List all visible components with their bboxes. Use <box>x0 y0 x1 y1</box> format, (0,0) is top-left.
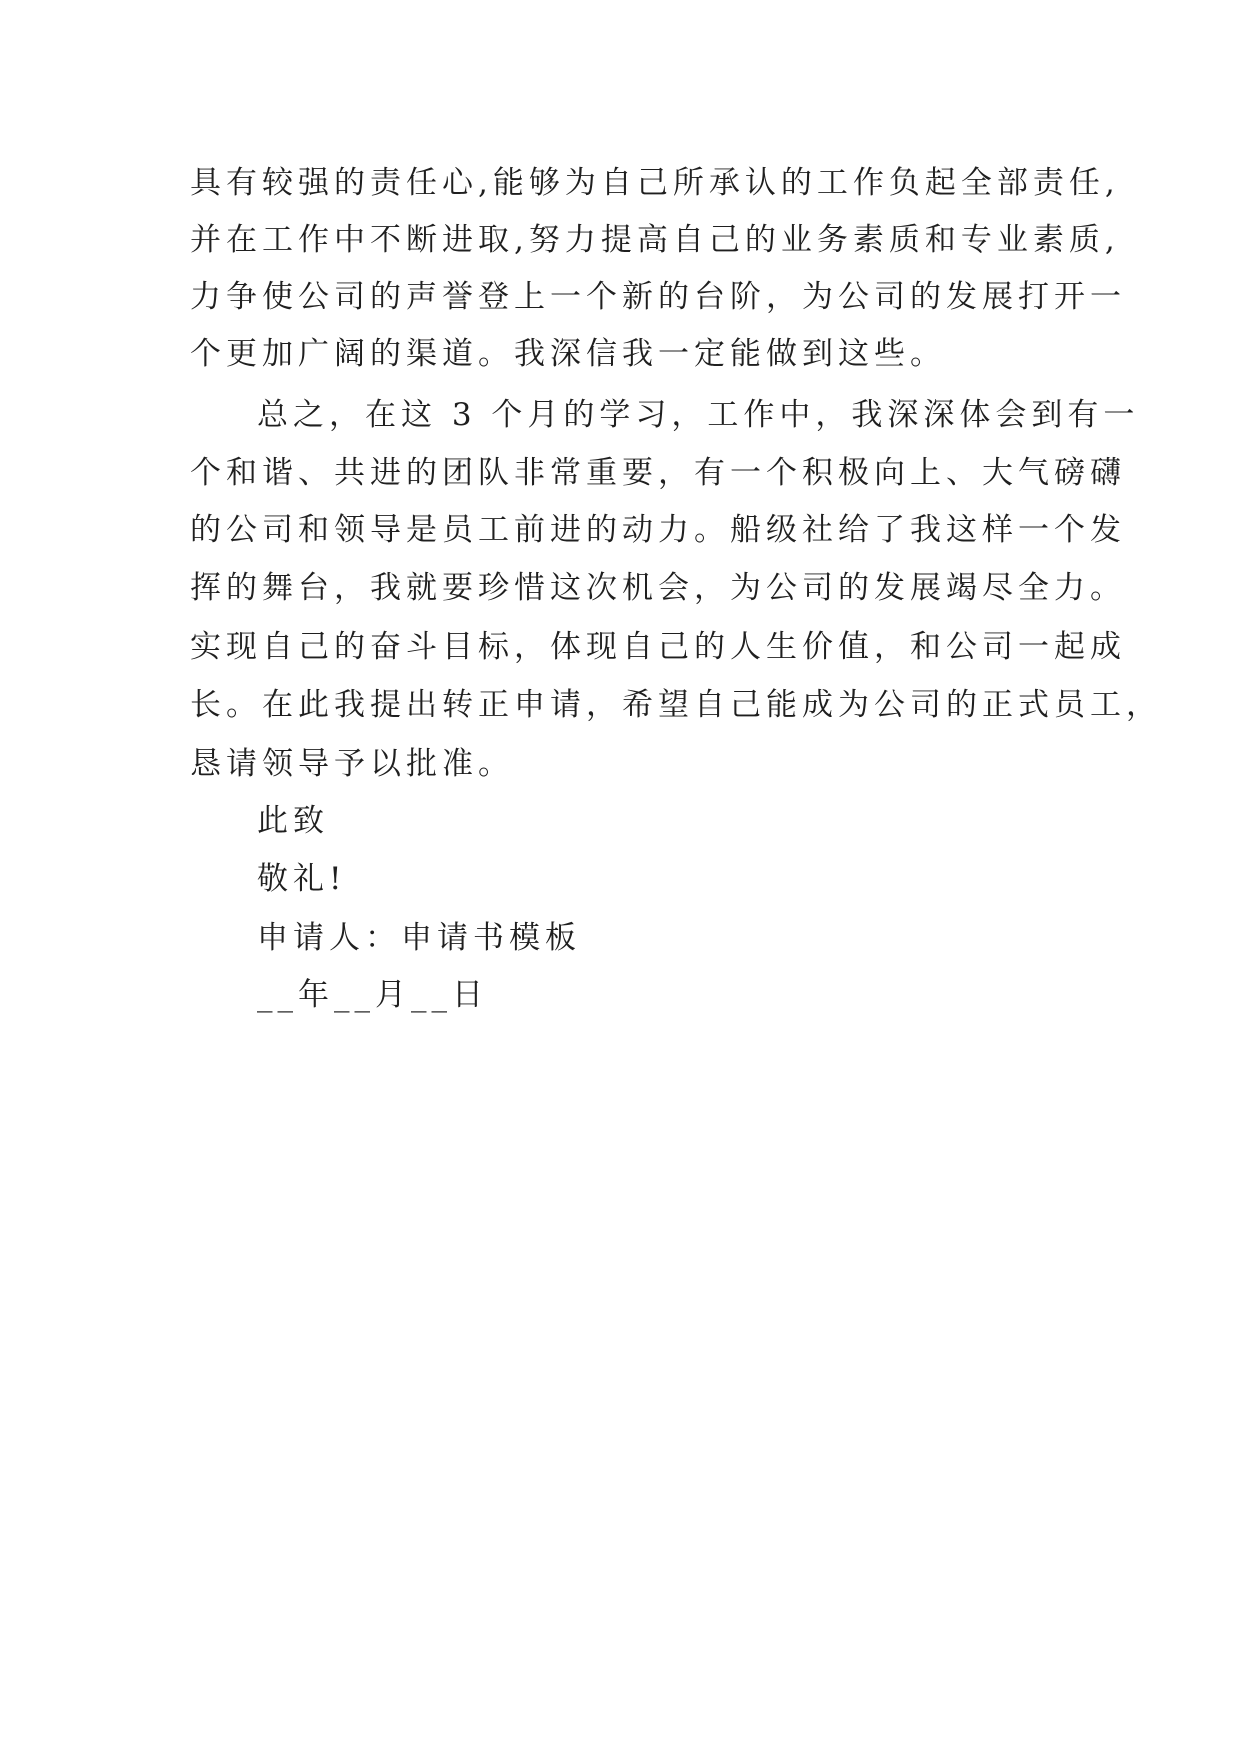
paragraph-1-line-3: 力争使公司的声誉登上一个新的台阶，为公司的发展打开一 <box>190 279 1126 315</box>
paragraph-2-line-6: 长。在此我提出转正申请，希望自己能成为公司的正式员工， <box>190 687 1162 723</box>
paragraph-1-line-2: 并在工作中不断进取,努力提高自己的业务素质和专业素质, <box>190 222 1120 258</box>
paragraph-2-line-7: 恳请领导予以批准。 <box>190 746 514 782</box>
paragraph-2-line-5: 实现自己的奋斗目标，体现自己的人生价值，和公司一起成 <box>190 629 1126 665</box>
date-line: __年__月__日 <box>257 977 488 1013</box>
closing-salutation-2: 敬礼! <box>257 861 347 897</box>
paragraph-2-line-1: 总之，在这 3 个月的学习，工作中，我深深体会到有一 <box>257 397 1140 433</box>
paragraph-1-line-4: 个更加广阔的渠道。我深信我一定能做到这些。 <box>190 336 946 372</box>
applicant-signature: 申请人：申请书模板 <box>257 920 581 956</box>
paragraph-2-line-3: 的公司和领导是员工前进的动力。船级社给了我这样一个发 <box>190 512 1126 548</box>
paragraph-2-line-2: 个和谐、共进的团队非常重要，有一个积极向上、大气磅礴 <box>190 455 1126 491</box>
paragraph-1-line-1: 具有较强的责任心,能够为自己所承认的工作负起全部责任, <box>190 165 1120 201</box>
paragraph-2-line-4: 挥的舞台，我就要珍惜这次机会，为公司的发展竭尽全力。 <box>190 570 1126 606</box>
closing-salutation-1: 此致 <box>257 803 329 839</box>
